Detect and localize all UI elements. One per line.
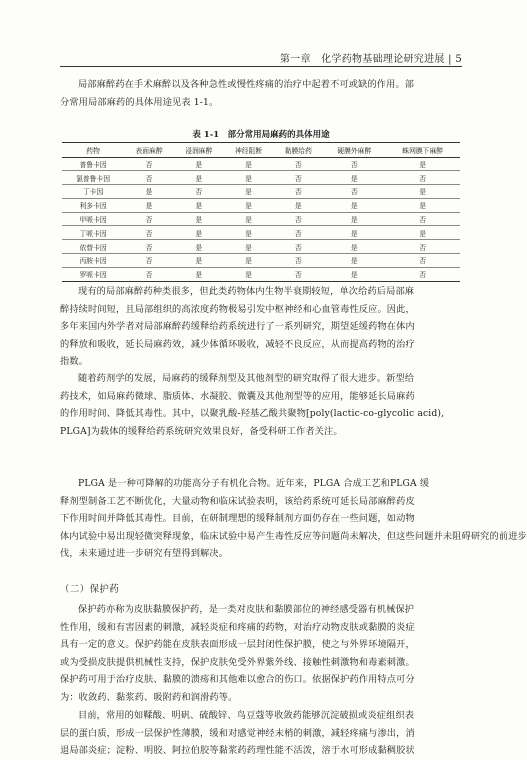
usage-cell: 否 — [273, 267, 323, 281]
usage-cell: 是 — [224, 212, 274, 226]
usage-cell: 否 — [385, 267, 460, 281]
anesthetic-uses-table — [62, 142, 460, 282]
usage-cell: 是 — [124, 198, 174, 212]
usage-cell: 否 — [124, 212, 174, 226]
usage-cell: 是 — [224, 171, 274, 185]
text-line: 保护药可用于治疗皮肤、黏膜的溃疡和其他难以愈合的伤口。依据保护药作用特点可分 — [60, 674, 415, 685]
usage-cell: 是 — [385, 157, 460, 171]
usage-cell: 是 — [224, 240, 274, 254]
text-line: 的作用时间、降低其毒性。其中，以聚乳酸-羟基乙酸共聚物[poly(lactic-co-glycolic acid), — [60, 408, 445, 419]
usage-cell: 是 — [385, 226, 460, 240]
text-line: 多年来国内外学者对局部麻醉药缓释给药系统进行了一系列研究，期望延缓药物在体内 — [60, 321, 415, 332]
intro-paragraph — [60, 76, 462, 111]
column-header: 表面麻醉 — [124, 143, 174, 158]
text-line: PLGA]为载体的缓释给药系统研究效果良好，备受科研工作者关注。 — [60, 425, 343, 437]
table-row — [62, 198, 460, 212]
usage-cell: 否 — [385, 212, 460, 226]
usage-cell: 是 — [323, 212, 385, 226]
text-line: 指数。 — [60, 356, 89, 367]
text-line: 目前，常用的如鞣酸、明矾、硫酸锌、鸟豆蔻等收敛药能够沉淀破损或炎症组织表 — [78, 710, 415, 721]
table-body — [62, 157, 460, 281]
text-line: 释剂型制备工艺不断优化，大量动物和临床试验表明，该给药系统可延长局部麻醉药皮 — [60, 495, 415, 507]
usage-cell: 否 — [273, 254, 323, 268]
usage-cell: 是 — [224, 157, 274, 171]
text-line: 为：收敛药、黏浆药、吸附药和润滑药等。 — [60, 691, 238, 703]
column-header: 蛛网膜下麻醉 — [385, 143, 460, 158]
usage-cell: 是 — [224, 254, 274, 268]
usage-cell: 是 — [224, 226, 274, 240]
table-row — [62, 157, 460, 171]
text-line: 下作用时间并降低其毒性。目前，在研制理想的缓释制剂方面仍存在一些问题，如动物 — [60, 513, 415, 524]
usage-cell: 否 — [124, 157, 174, 171]
usage-cell: 是 — [323, 267, 385, 281]
usage-cell: 是 — [385, 185, 460, 199]
usage-cell: 是 — [323, 198, 385, 212]
drug-name-cell: 依替卡因 — [62, 240, 124, 254]
usage-cell: 是 — [323, 171, 385, 185]
usage-cell: 否 — [273, 171, 323, 185]
paragraph-astringents — [60, 707, 462, 760]
drug-name-cell: 丁哌卡因 — [62, 226, 124, 240]
usage-cell: 是 — [174, 240, 224, 254]
usage-cell: 是 — [224, 185, 274, 199]
usage-cell: 是 — [323, 226, 385, 240]
column-header: 药物 — [62, 143, 124, 158]
text-line: 体内试验中易出现轻微突释现象，临床试验中易产生毒性反应等问题尚未解决，但这些问题并未阻碍研究的前进步 — [60, 530, 527, 542]
usage-cell: 否 — [385, 171, 460, 185]
paragraph-plga — [60, 475, 527, 563]
usage-cell: 是 — [385, 198, 460, 212]
table-header-row — [62, 143, 460, 158]
drug-name-cell: 罗哌卡因 — [62, 267, 124, 281]
table-row — [62, 226, 460, 240]
usage-cell: 是 — [273, 198, 323, 212]
usage-cell: 是 — [174, 157, 224, 171]
text-line: 分常用局部麻药的具体用途见表 1-1。 — [60, 96, 219, 108]
text-line: 随着药剂学的发展，局麻药的缓释剂型及其他剂型的研究取得了很大进步。新型给 — [78, 373, 415, 384]
table-row — [62, 240, 460, 254]
usage-cell: 是 — [174, 198, 224, 212]
table-caption: 表 1-1 部分常用局麻药的具体用途 — [192, 130, 330, 140]
column-header: 神经阻断 — [224, 143, 274, 158]
table-row — [62, 267, 460, 281]
text-line: PLGA 是一种可降解的功能高分子有机化合物。近年来，PLGA 合成工艺和PLGA 缓 — [78, 478, 430, 489]
table-row — [62, 185, 460, 199]
usage-cell: 否 — [273, 185, 323, 199]
usage-cell: 是 — [224, 267, 274, 281]
text-line: 局部麻醉药在手术麻醉以及各种急性或慢性疼痛的治疗中起着不可或缺的作用。部 — [78, 79, 415, 90]
text-line: 退局部炎症；淀粉、明胶、阿拉伯胶等黏浆药药理性能不活泼，溶于水可形成黏稠胶状 — [60, 745, 415, 756]
usage-cell: 是 — [224, 198, 274, 212]
table-row — [62, 254, 460, 268]
drug-name-cell: 普鲁卡因 — [62, 157, 124, 171]
column-header: 浸润麻醉 — [174, 143, 224, 158]
drug-name-cell: 丁卡因 — [62, 185, 124, 199]
usage-cell: 否 — [323, 185, 385, 199]
text-line: 药技术，如局麻药微球、脂质体、水凝胶、微囊及其他剂型等的应用，能够延长局麻药 — [60, 390, 415, 402]
usage-cell: 否 — [323, 157, 385, 171]
text-line: 性作用，缓和有害因素的刺激，减轻炎症和疼痛的药物，对治疗动物皮肤或黏膜的炎症 — [60, 621, 415, 633]
running-head: 第一章 化学药物基础理论研究进展 | 5 — [279, 54, 462, 65]
usage-cell: 是 — [323, 254, 385, 268]
usage-cell: 是 — [174, 171, 224, 185]
usage-cell: 是 — [174, 254, 224, 268]
usage-cell: 否 — [273, 212, 323, 226]
paragraph-dosage-forms — [60, 370, 462, 440]
usage-cell: 否 — [124, 240, 174, 254]
usage-cell: 否 — [124, 267, 174, 281]
text-line: 伐，未来通过进一步研究有望得到解决。 — [60, 548, 229, 559]
text-line: 保护药亦称为皮肤黏膜保护药，是一类对皮肤和黏膜部位的神经感受器有机械保护 — [78, 604, 415, 615]
usage-cell: 是 — [174, 212, 224, 226]
text-line: 现有的局部麻醉药种类很多，但此类药物体内生物半衰期较短，单次给药后局部麻 — [78, 286, 415, 297]
text-line: 具有一定的意义。保护药能在皮肤表面形成一层封闭性保护膜，使之与外界环境隔开， — [60, 639, 415, 650]
drug-name-cell: 丙胺卡因 — [62, 254, 124, 268]
usage-cell: 否 — [124, 226, 174, 240]
text-line: 或为受损皮肤提供机械性支持，保护皮肤免受外界紫外线、接触性刺激物和毒素刺激。 — [60, 656, 415, 668]
paragraph-protectants — [60, 601, 462, 706]
usage-cell: 是 — [124, 185, 174, 199]
usage-cell: 否 — [273, 240, 323, 254]
usage-cell: 否 — [385, 240, 460, 254]
usage-cell: 否 — [124, 171, 174, 185]
usage-cell: 是 — [174, 226, 224, 240]
column-header: 硬膜外麻醉 — [323, 143, 385, 158]
text-line: 醉持续时间短，且局部组织的高浓度药物极易引发中枢神经和心血管毒性反应。因此， — [60, 303, 415, 315]
usage-cell: 否 — [273, 157, 323, 171]
section-heading: （二）保护药 — [60, 584, 120, 595]
drug-name-cell: 利多卡因 — [62, 198, 124, 212]
text-line: 层的蛋白质，形成一层保护性薄膜，缓和对感觉神经末梢的刺激，减轻疼痛与渗出，消 — [60, 727, 415, 739]
column-header: 黏膜给药 — [273, 143, 323, 158]
table-row — [62, 212, 460, 226]
drug-name-cell: 氯普鲁卡因 — [62, 171, 124, 185]
usage-cell: 否 — [273, 226, 323, 240]
usage-cell: 否 — [174, 185, 224, 199]
usage-cell: 否 — [124, 254, 174, 268]
table-row — [62, 171, 460, 185]
usage-cell: 否 — [385, 254, 460, 268]
paragraph-sustained-release — [60, 283, 462, 371]
usage-cell: 是 — [174, 267, 224, 281]
header-rule — [60, 66, 462, 67]
usage-cell: 是 — [323, 240, 385, 254]
text-line: 的释放和吸收，延长局麻药效，减少体循环吸收，减轻不良反应，从而提高药物的治疗 — [60, 338, 415, 350]
drug-name-cell: 甲哌卡因 — [62, 212, 124, 226]
